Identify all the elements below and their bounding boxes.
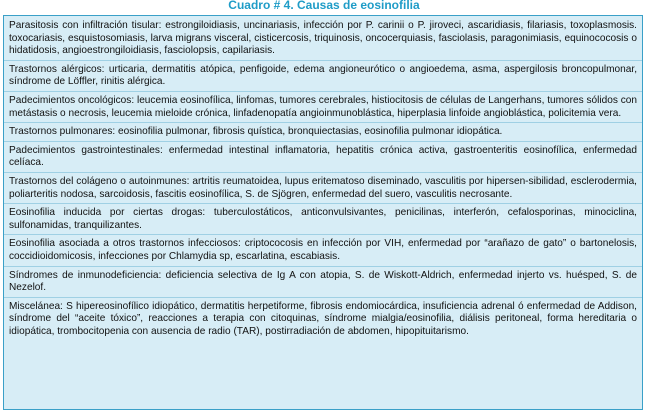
table-row-parasitosis: Parasitosis con infiltración tisular: estrongiloidiasis, uncinariasis, infección por P. carinii o P. jiroveci, ascaridiasis, filariasis, toxoplasmosis. toxocariasis, esquistosomiasis, larva migrans visceral, cisticercosis, triquinosis, oncocerquiasis, fasciolasis, paragonimiasis, equinococosis o hidatidosis, angioestrongiloidiasis, fasciolopsis, capilariasis. <box>4 17 642 61</box>
causes-table <box>3 15 643 410</box>
table-row-infecciosos: Eosinofilia asociada a otros trastornos infecciosos: criptococosis en infección por VIH, enfermedad por “arañazo de gato” o bartonelosis, coccidioidomicosis, infecciones por Chlamydia sp, escarlatina, escabiasis. <box>4 235 642 266</box>
table-row-oncologicos: Padecimientos oncológicos: leucemia eosinofílica, linfomas, tumores cerebrales, histiocitosis de células de Langerhans, tumores sólidos con metástasis o necrosis, leucemia mieloide crónica, linfadenopatía angioinmunoblástica, hiperplasia linfoide angioblástica, policitemia vera. <box>4 92 642 123</box>
table-row-alergicos: Trastornos alérgicos: urticaria, dermatitis atópica, penfigoide, edema angioneurótico o angioedema, asma, aspergilosis broncopulmonar, síndrome de Löffler, rinitis alérgica. <box>4 61 642 92</box>
table-row-miscelanea: Misceláneа: S hipereosinofílico idiopático, dermatitis herpetiforme, fibrosis endomiocárdica, insuficiencia adrenal ó enfermedad de Addison, síndrome del “aceite tóxico”, reacciones a terapia con citoquinas, síndrome mialgia/eosinofilia, diálisis peritoneal, forma hereditaria o idiopática, trombocitopenia con ausencia de radio (TAR), postirradiación de abdomen, hipopituitarismo. <box>9 300 637 337</box>
table-row-gastrointestinales: Padecimientos gastrointestinales: enfermedad intestinal inflamatoria, hepatitis crónica activa, gastroenteritis eosinofílica, enfermedad celíaca. <box>4 142 642 173</box>
table-row-drogas: Eosinofilia inducida por ciertas drogas: tuberculostáticos, anticonvulsivantes, penicilinas, interferón, cefalosporinas, minociclina, sulfonamidas, tranquilizantes. <box>4 204 642 235</box>
table-row-colageno: Trastornos del colágeno o autoinmunes: artritis reumatoidea, lupus eritematoso diseminado, vasculitis por hipersen-sibilidad, esclerodermia, poliarteritis nodosa, sarcoidosis, fascitis eosinofílica, S. de Sjögren, enfermedad del suero, vasculitis necrosante. <box>4 173 642 204</box>
table-title: Cuadro # 4. Causas de eosinofilia <box>228 0 420 12</box>
table-row-pulmonares: Trastornos pulmonares: eosinofilia pulmonar, fibrosis quística, bronquiectasias, eosinofilia pulmonar idiopática. <box>4 123 642 142</box>
table-row-inmunodeficiencia: Síndromes de inmunodeficiencia: deficiencia selectiva de Ig A con atopia, S. de Wiskott-Aldrich, enfermedad injerto vs. huésped, S. de Nezelof. <box>4 267 642 298</box>
